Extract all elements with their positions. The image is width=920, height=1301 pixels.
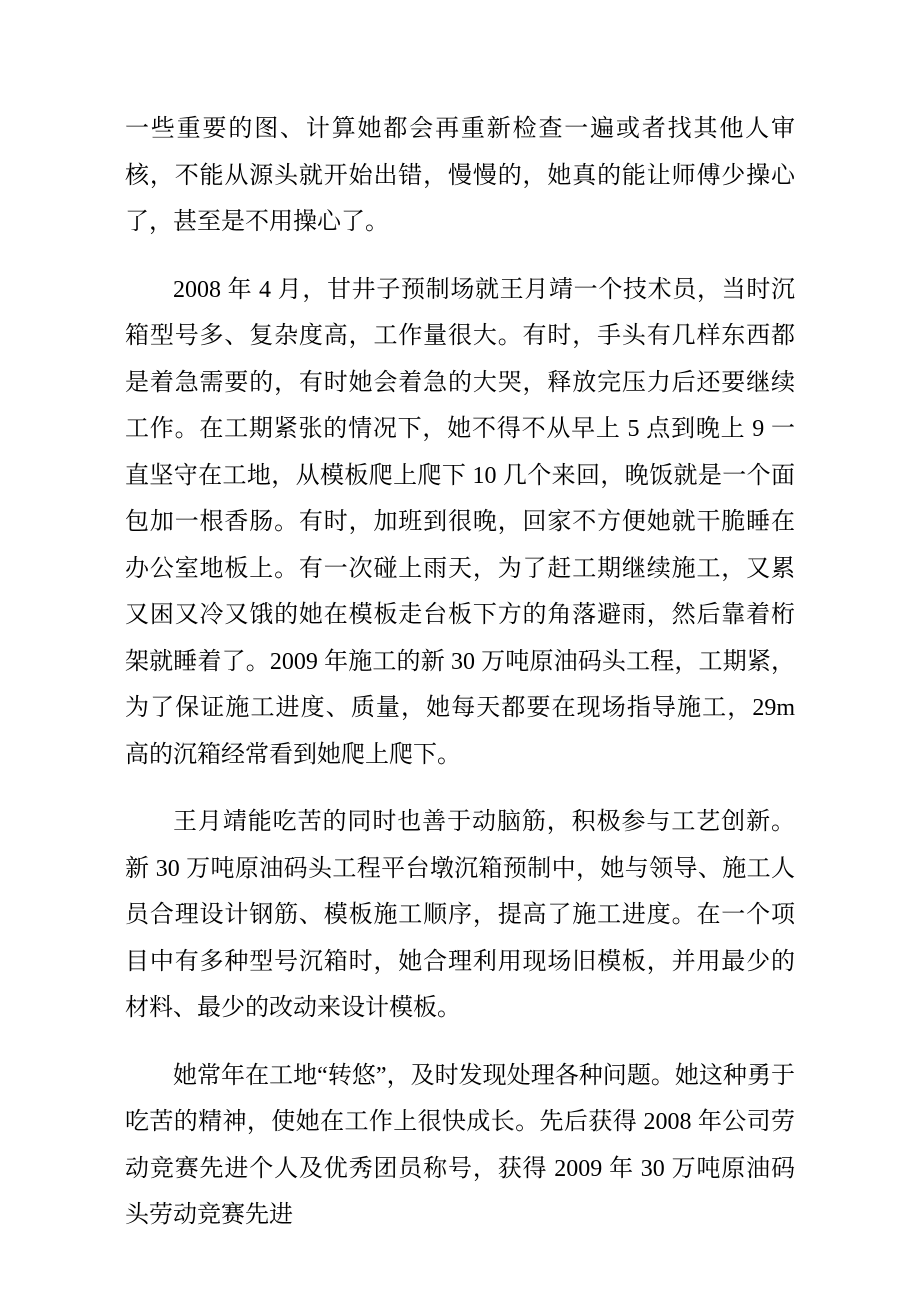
paragraph-1: 一些重要的图、计算她都会再重新检查一遍或者找其他人审核，不能从源头就开始出错，慢慢的，她真的能让师傅少操心了，甚至是不用操心了。	[125, 116, 795, 235]
paragraph-2: 2008 年 4 月，甘井子预制场就王月靖一个技术员，当时沉箱型号多、复杂度高，工作量很大。有时，手头有几样东西都是着急需要的，有时她会着急的大哭，释放完压力后还要继续工作。在工期紧张的情况下，她不得不从早上 5 点到晚上 9 一直坚守在工地，从模板爬上爬下 10 几个来回，晚饭就是一个面包加一根香肠。有时，加班到很晚，回家不方便她就干脆睡在办公室地板上。有一次碰上雨天，为了赶工期继续施工，又累又困又冷又饿的她在模板走台板下方的角落避雨，然后靠着桁架就睡着了。2009 年施工的新 30 万吨原油码头工程，工期紧，为了保证施工进度、质量，她每天都要在现场指导施工，29m 高的沉箱经常看到她爬上爬下。	[125, 276, 795, 768]
paragraph-4: 她常年在工地“转悠”，及时发现处理各种问题。她这种勇于吃苦的精神，使她在工作上很快成长。先后获得 2008 年公司劳动竞赛先进个人及优秀团员称号，获得 2009 年 30 万吨原油码头劳动竞赛先进	[125, 1062, 795, 1228]
paragraph-3: 王月靖能吃苦的同时也善于动脑筋，积极参与工艺创新。新 30 万吨原油码头工程平台墩沉箱预制中，她与领导、施工人员合理设计钢筋、模板施工顺序，提高了施工进度。在一个项目中有多种型号沉箱时，她合理利用现场旧模板，并用最少的材料、最少的改动来设计模板。	[125, 809, 795, 1021]
